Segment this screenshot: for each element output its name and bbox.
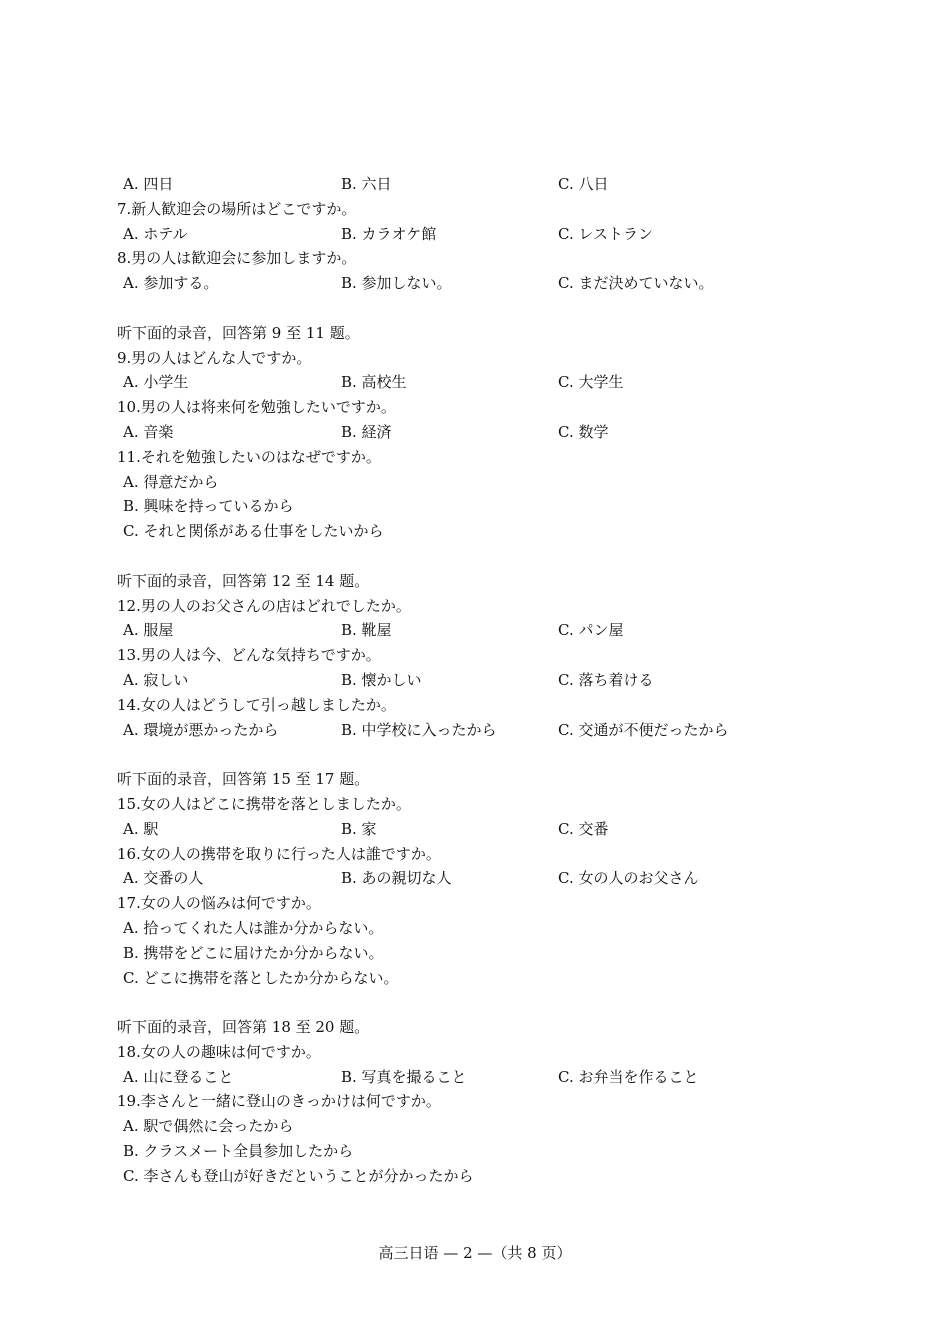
answer-option: A. 拾ってくれた人は誰か分からない。 [123,918,384,937]
question-text: 18.女の人の趣味は何ですか。 [117,1042,321,1061]
answer-options-row [117,866,877,891]
answer-option-a: A. 駅 [123,819,159,838]
answer-options-row [117,618,877,643]
answer-option-a: A. 参加する。 [123,274,219,293]
section-instruction: 听下面的录音，回答第 15 至 17 题。 [117,770,370,789]
answer-option-c: C. お弁当を作ること [558,1067,699,1086]
answer-option-a: A. 交番の人 [123,869,204,888]
section-gap [117,742,877,767]
answer-option-a: A. ホテル [123,224,188,243]
answer-option-b: B. 懐かしい [341,670,422,689]
question-text: 17.女の人の悩みは何ですか。 [117,894,321,913]
question-text: 7.新人歓迎会の場所はどこですか。 [117,199,357,218]
section-gap [117,296,877,321]
answer-option-b: B. 参加しない。 [341,274,452,293]
question-text: 19.李さんと一緒に登山のきっかけは何ですか。 [117,1092,441,1111]
answer-options-row [117,271,877,296]
answer-option-c: C. まだ決めていない。 [558,274,714,293]
question-text: 14.女の人はどうして引っ越しましたか。 [117,695,396,714]
answer-options-row [117,420,877,445]
section-gap [117,990,877,1015]
answer-option-a: A. 小学生 [123,373,189,392]
section-instruction: 听下面的录音，回答第 9 至 11 题。 [117,323,360,342]
answer-option-b: B. 六日 [341,175,392,193]
question-text: 15.女の人はどこに携帯を落としましたか。 [117,794,411,813]
answer-option: B. クラスメート全員参加したから [123,1142,354,1161]
answer-option: A. 駅で偶然に会ったから [123,1117,294,1136]
answer-option: C. それと関係がある仕事をしたいから [123,522,384,541]
answer-option-b: B. カラオケ館 [341,224,437,243]
answer-option-b: B. あの親切な人 [341,869,452,888]
answer-options-row [117,1065,877,1090]
answer-option: C. 李さんも登山が好きだということが分かったから [123,1166,474,1185]
page-footer: 高三日语 — 2 —（共 8 页） [378,1244,572,1262]
answer-options-row [117,172,877,197]
answer-options-row [117,222,877,247]
answer-option: B. 携帯をどこに届けたか分からない。 [123,943,384,962]
answer-option-a: A. 寂しい [123,670,189,689]
question-text: 13.男の人は今、どんな気持ちですか。 [117,646,381,665]
answer-options-row [117,370,877,395]
answer-option-c: C. 交通が不便だったから [558,720,729,739]
answer-option-c: C. 八日 [558,175,609,193]
exam-content [117,172,877,1189]
section-gap [117,544,877,569]
answer-option-c: C. 数学 [558,422,609,441]
answer-option-c: C. 大学生 [558,373,624,392]
section-instruction: 听下面的录音，回答第 18 至 20 题。 [117,1018,370,1037]
answer-option-a: A. 音楽 [123,422,174,441]
question-text: 12.男の人のお父さんの店はどれでしたか。 [117,596,411,615]
section-instruction: 听下面的录音，回答第 12 至 14 题。 [117,571,370,590]
answer-option-b: B. 中学校に入ったから [341,720,497,739]
answer-option-b: B. 高校生 [341,373,407,392]
answer-option-b: B. 経済 [341,422,392,441]
question-text: 9.男の人はどんな人ですか。 [117,348,312,367]
answer-option: B. 興味を持っているから [123,497,294,516]
answer-options-row [117,668,877,693]
answer-option: C. どこに携帯を落としたか分からない。 [123,968,399,987]
question-text: 10.男の人は将来何を勉強したいですか。 [117,398,396,417]
answer-option-c: C. 落ち着ける [558,670,654,689]
answer-option: A. 得意だから [123,472,219,491]
question-text: 8.男の人は歓迎会に参加しますか。 [117,249,357,268]
answer-options-row [117,718,877,743]
answer-option-a: A. 服屋 [123,621,174,640]
answer-option-a: A. 四日 [123,175,174,193]
answer-option-c: C. 女の人のお父さん [558,869,699,888]
answer-option-c: C. パン屋 [558,621,624,640]
answer-option-b: B. 靴屋 [341,621,392,640]
answer-option-c: C. 交番 [558,819,609,838]
answer-option-c: C. レストラン [558,224,654,243]
answer-option-b: B. 写真を撮ること [341,1067,467,1086]
answer-option-a: A. 環境が悪かったから [123,720,279,739]
answer-option-a: A. 山に登ること [123,1067,234,1086]
answer-options-row [117,817,877,842]
question-text: 11.それを勉強したいのはなぜですか。 [117,447,381,466]
question-text: 16.女の人の携帯を取りに行った人は誰ですか。 [117,844,441,863]
answer-option-b: B. 家 [341,819,377,838]
